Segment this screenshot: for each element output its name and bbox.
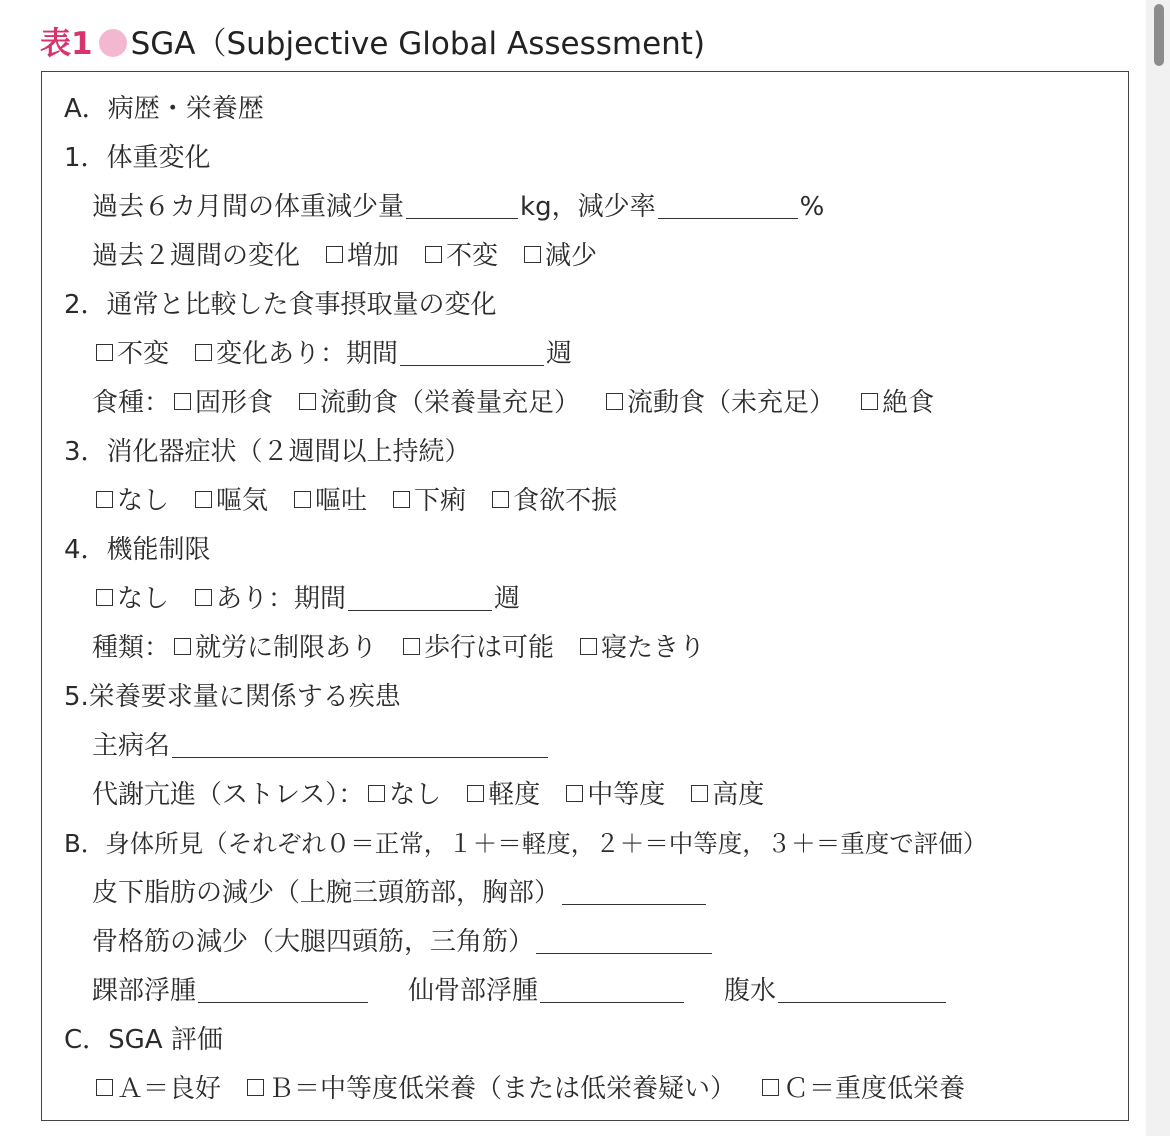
subcutaneous-fat-row: 皮下脂肪の減少（上腕三頭筋部，胸部）	[92, 874, 708, 912]
checkbox-anorexia[interactable]	[492, 491, 509, 508]
section-b-heading: B．身体所見（それぞれ０＝正常，１＋＝軽度，２＋＝中等度，３＋＝重度で評価）	[64, 829, 988, 858]
main-disease-blank[interactable]	[172, 731, 548, 758]
edema-row: 踝部浮腫 仙骨部浮腫 腹水	[92, 972, 948, 1010]
checkbox-nausea[interactable]	[195, 491, 212, 508]
checkbox-nochange[interactable]	[425, 246, 442, 263]
checkbox-metabolic-mild[interactable]	[467, 785, 484, 802]
q2-heading: 2．通常と比較した食事摂取量の変化	[64, 290, 497, 320]
checkbox-liquid-insufficient[interactable]	[606, 393, 623, 410]
q3-symptoms-row: なし 嘔気 嘔吐 下痢 食欲不振	[92, 482, 617, 520]
scrollbar[interactable]	[1146, 0, 1170, 1136]
checkbox-sga-b[interactable]	[247, 1079, 264, 1096]
q2-food-type-row: 食種： 固形食 流動食（栄養量充足） 流動食（未充足） 絶食	[92, 388, 935, 418]
sga-form-box	[41, 71, 1129, 1121]
q4-type-row: 種類： 就労に制限あり 歩行は可能 寝たきり	[92, 633, 706, 663]
scrollbar-thumb[interactable]	[1154, 4, 1164, 66]
checkbox-diarrhea[interactable]	[393, 491, 410, 508]
checkbox-limit-present[interactable]	[195, 589, 212, 606]
table-title: SGA（Subjective Global Assessment)	[130, 26, 706, 62]
checkbox-fasting[interactable]	[861, 393, 878, 410]
muscle-loss-row: 骨格筋の減少（大腿四頭筋，三角筋）	[92, 923, 714, 961]
section-c-heading: C．SGA 評価	[64, 1025, 223, 1055]
limit-period-blank[interactable]	[348, 584, 492, 611]
q1-change-row: 過去２週間の変化 増加 不変 減少	[92, 241, 598, 271]
loss-rate-blank[interactable]	[658, 192, 798, 219]
checkbox-liquid-sufficient[interactable]	[299, 393, 316, 410]
checkbox-intake-nochange[interactable]	[96, 344, 113, 361]
table-number: 表1	[40, 26, 93, 62]
checkbox-increase[interactable]	[326, 246, 343, 263]
q4-limit-row: なし あり：期間 週	[92, 580, 520, 618]
sga-rating-row: Ａ＝良好 Ｂ＝中等度低栄養（または低栄養疑い） Ｃ＝重度低栄養	[92, 1070, 965, 1108]
q5-heading: 5.栄養要求量に関係する疾患	[64, 682, 401, 712]
q1-heading: 1．体重変化	[64, 143, 211, 173]
q3-heading: 3．消化器症状（２週間以上持続）	[64, 437, 471, 467]
q4-heading: 4．機能制限	[64, 535, 211, 565]
q5-metabolic-row: 代謝亢進（ストレス）： なし 軽度 中等度 高度	[92, 780, 765, 810]
checkbox-sga-a[interactable]	[96, 1079, 113, 1096]
q5-main-disease-row: 主病名	[92, 727, 550, 765]
checkbox-solid[interactable]	[174, 393, 191, 410]
checkbox-walk-possible[interactable]	[403, 638, 420, 655]
checkbox-intake-changed[interactable]	[195, 344, 212, 361]
checkbox-limit-none[interactable]	[96, 589, 113, 606]
checkbox-decrease[interactable]	[524, 246, 541, 263]
ankle-edema-blank[interactable]	[198, 976, 368, 1003]
pink-dot-icon	[99, 29, 127, 57]
ascites-blank[interactable]	[778, 976, 946, 1003]
sacral-edema-blank[interactable]	[540, 976, 684, 1003]
checkbox-metabolic-moderate[interactable]	[566, 785, 583, 802]
checkbox-bedridden[interactable]	[580, 638, 597, 655]
checkbox-metabolic-none[interactable]	[368, 785, 385, 802]
subcutaneous-fat-blank[interactable]	[562, 878, 706, 905]
checkbox-vomit[interactable]	[294, 491, 311, 508]
checkbox-sga-c[interactable]	[762, 1079, 779, 1096]
weight-loss-blank[interactable]	[406, 192, 518, 219]
intake-period-blank[interactable]	[400, 339, 544, 366]
checkbox-metabolic-severe[interactable]	[691, 785, 708, 802]
muscle-loss-blank[interactable]	[536, 927, 712, 954]
checkbox-work-limited[interactable]	[174, 638, 191, 655]
q1-weight-loss-row: 過去６カ月間の体重減少量 kg，減少率 %	[92, 192, 825, 222]
section-a-heading: A．病歴・栄養歴	[64, 94, 264, 124]
checkbox-gi-none[interactable]	[96, 491, 113, 508]
table-caption	[40, 22, 705, 66]
q2-intake-row: 不変 変化あり：期間 週	[92, 335, 572, 373]
